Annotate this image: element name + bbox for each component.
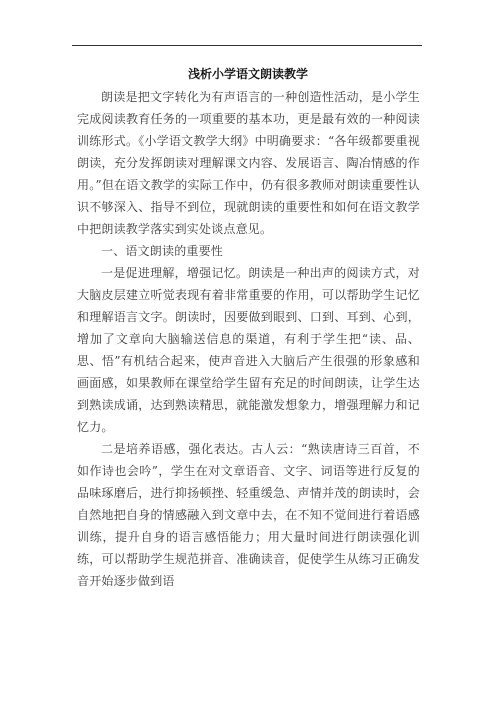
body-paragraph: 二是培养语感，强化表达。古人云：“熟读唐诗三百首，不如作诗也会吟”，学生在对文章语音、文字、词语等进行反复的品味琢磨后，进行抑扬顿挫、轻重缓急、声情并茂的朗读时，会自然地把自身的情感融入到文章中去，在不知不觉间进行着语感训练，提升自身的语言感悟能力；用大量时间进行朗读强化训练，可以帮助学生规范拼音、准确读音，促使学生从练习正确发音开始逐步做到语 bbox=[77, 442, 420, 588]
header-rule bbox=[72, 45, 422, 46]
section-heading: 一、语文朗读的重要性 bbox=[101, 244, 224, 258]
intro-paragraph: 朗读是把文字转化为有声语言的一种创造性活动，是小学生完成阅读教育任务的一项重要的基本功，更是最有效的一种阅读训练形式。《小学语文教学大纲》中明确要求：“各年级都要重视朗读，充分发挥朗读对理解课文内容、发展语言、陶冶情感的作用。”但在语文教学的实际工作中，仍有很多教师对朗读重要性认识不够深入、指导不到位，现就朗读的重要性和如何在语文教学中把朗读教学落实到实处谈点意见。 bbox=[77, 90, 420, 236]
document-body bbox=[77, 86, 420, 592]
document-title: 浅析小学语文朗读教学 bbox=[187, 67, 308, 81]
body-paragraph: 一是促进理解，增强记忆。朗读是一种出声的阅读方式，对大脑皮层建立听觉表现有着非常重要的作用，可以帮助学生记忆和理解语言文字。朗读时，因要做到眼到、口到、耳到、心到，增加了文章向大脑输送信息的渠道，有利于学生把“读、品、思、悟”有机结合起来，使声音进入大脑后产生很强的形象感和画面感，如果教师在课堂给学生留有充足的时间朗读，让学生达到熟读成诵，达到熟读精思，就能激发想象力，增强理解力和记忆力。 bbox=[77, 266, 420, 434]
